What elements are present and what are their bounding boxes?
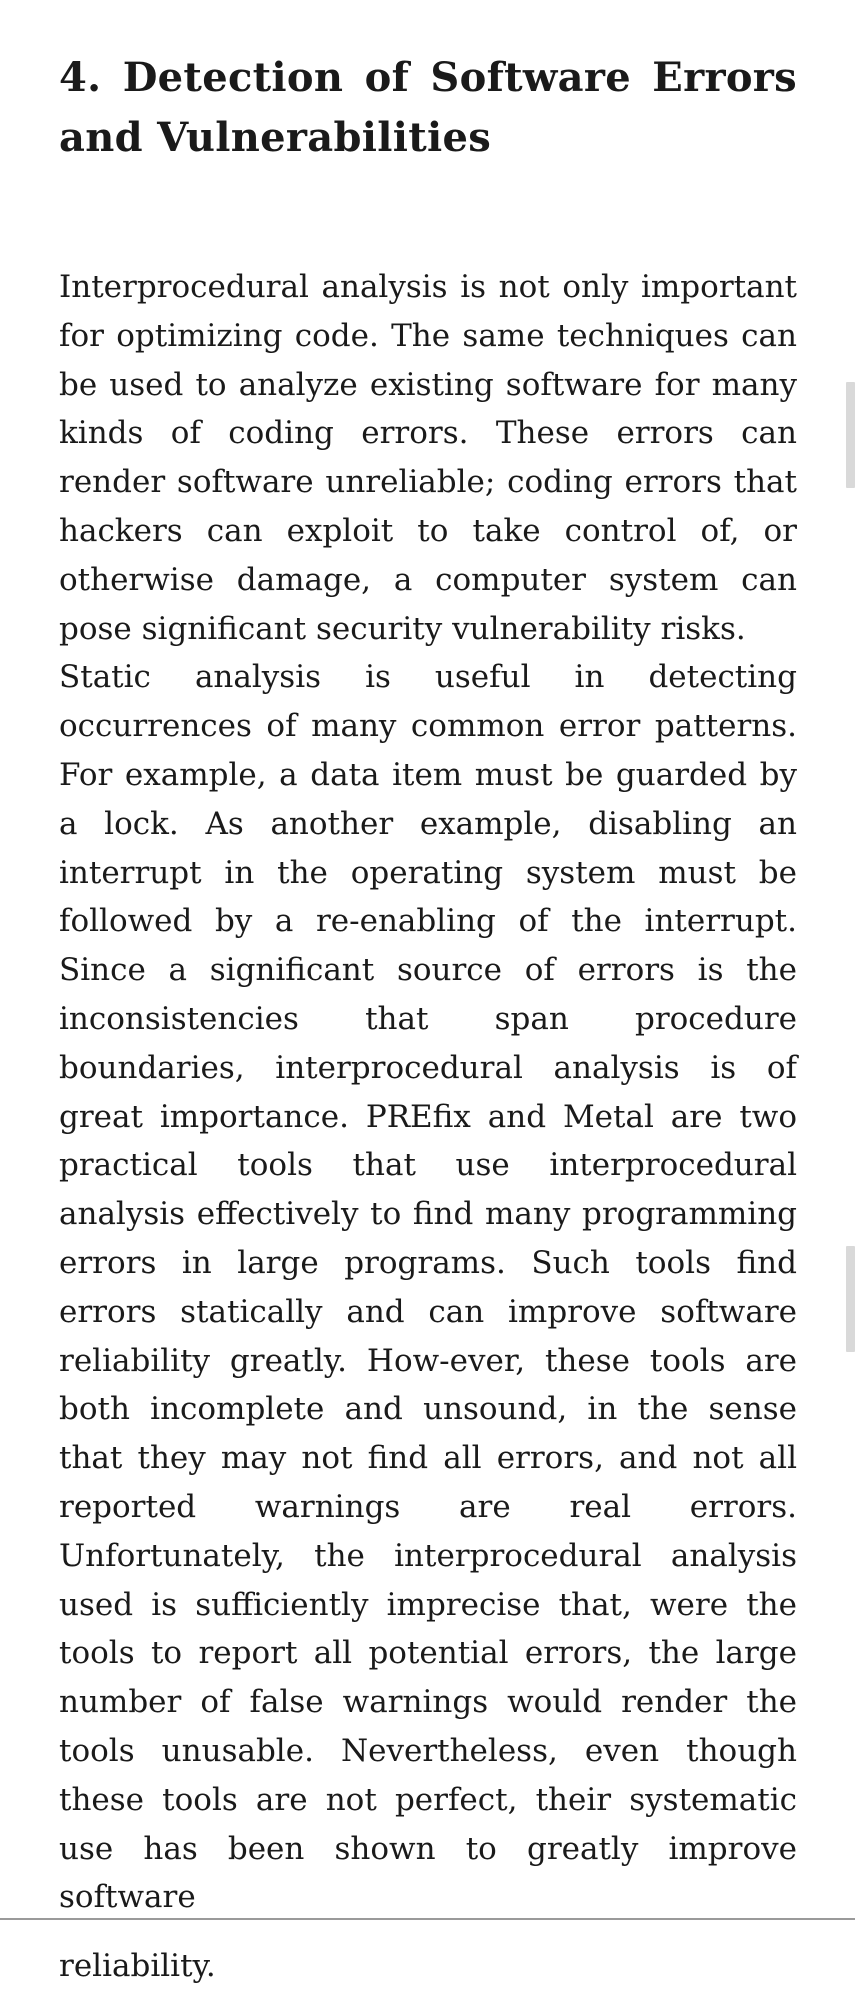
paragraph-final-word: reliability. (59, 1948, 216, 1985)
paragraph-static-analysis-text: Static analysis is useful in detecting occurrences of many common error patterns. For example, a data item must be guarded by a lock. As another example, disabling an interrupt in the operating system must be followed by a re-enabling of the interrupt. Since a significant source of errors is the inconsistencies that span procedure boundaries, interprocedural analysis is of great importance. PREfix and Metal are two practical tools that use interprocedural analysis effectively to find many programming errors in large programs. Such tools find errors statically and can improve software reliability greatly. How-ever, these tools are both incomplete and unsound, in the sense that they may not find all errors, and not all reported warnings are real errors. Unfortunately, the interprocedural analysis used is sufficiently imprecise that, were the tools to report all potential errors, the large number of false warnings would render the tools unusable. Nevertheless, even though these tools are not perfect, their systematic use has been shown to greatly improve software (59, 659, 797, 1916)
section-title: 4. Detection of Software Errors and Vulnerabilities (59, 54, 797, 161)
paragraph-static-analysis (59, 653, 797, 1991)
reader-content (59, 48, 797, 1991)
paragraph-intro: Interprocedural analysis is not only important for optimizing code. The same techniques can be used to analyze existing software for many kinds of coding errors. These errors can render software unreliable; coding errors that hackers can exploit to take control of, or otherwise damage, a computer system can pose significant security vulnerability risks. (59, 269, 797, 647)
scroll-indicator-lower[interactable] (846, 1246, 855, 1352)
scroll-indicator-upper[interactable] (846, 382, 855, 488)
